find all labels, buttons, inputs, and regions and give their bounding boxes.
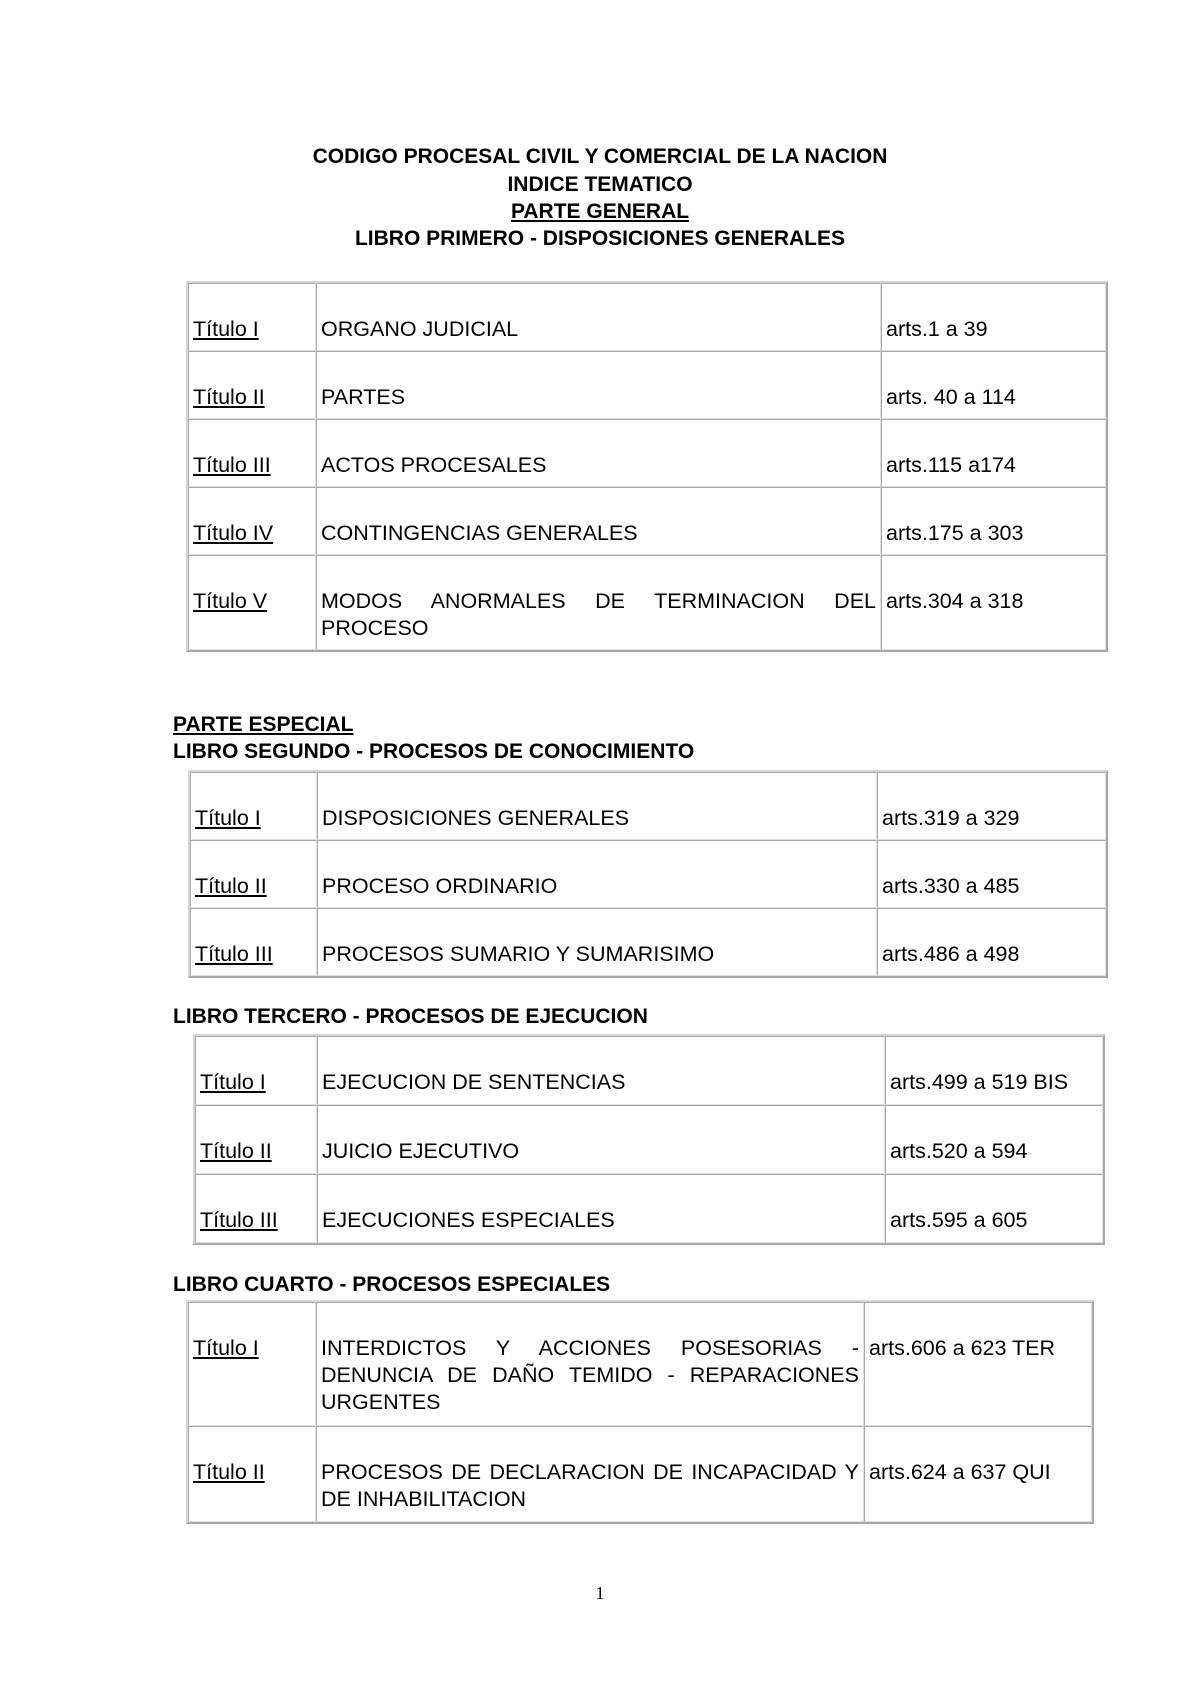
titulo-link[interactable]: Título III (195, 1174, 317, 1243)
titulo-description: PROCESOS DE DECLARACION DE INCAPACIDAD Y DE INHABILITACION (316, 1426, 864, 1522)
table-row (190, 840, 1106, 908)
parte-general-heading: PARTE GENERAL (510, 200, 690, 223)
titulo-description: PARTES (316, 351, 881, 419)
table-row (195, 1174, 1103, 1243)
article-range: arts.304 a 318 (881, 555, 1106, 650)
article-range: arts.606 a 623 TER (864, 1302, 1092, 1426)
article-range: arts.1 a 39 (881, 283, 1106, 351)
titulo-link[interactable]: Título II (190, 840, 317, 908)
titulo-description: JUICIO EJECUTIVO (317, 1105, 885, 1174)
titulo-link[interactable]: Título I (195, 1036, 317, 1105)
table-row (190, 772, 1106, 840)
titulo-description: EJECUCION DE SENTENCIAS (317, 1036, 885, 1105)
titulo-link[interactable]: Título V (188, 555, 316, 650)
parte-especial-heading: PARTE ESPECIAL (173, 713, 354, 736)
libro-cuarto-heading: LIBRO CUARTO - PROCESOS ESPECIALES (173, 1273, 611, 1296)
titulo-link[interactable]: Título III (190, 908, 317, 976)
table-row (195, 1105, 1103, 1174)
titulo-description: PROCESOS SUMARIO Y SUMARISIMO (317, 908, 877, 976)
article-range: arts.499 a 519 BIS (885, 1036, 1103, 1105)
table-row (188, 1426, 1092, 1522)
table-row (188, 487, 1106, 555)
libro-primero-table (186, 281, 1108, 652)
table-row (188, 555, 1106, 650)
article-range: arts.175 a 303 (881, 487, 1106, 555)
libro-cuarto-table (186, 1300, 1094, 1524)
titulo-description: MODOS ANORMALES DE TERMINACION DEL PROCESO (316, 555, 881, 650)
article-range: arts.330 a 485 (877, 840, 1106, 908)
table-row (188, 283, 1106, 351)
article-range: arts.115 a174 (881, 419, 1106, 487)
titulo-link[interactable]: Título II (188, 351, 316, 419)
article-range: arts.486 a 498 (877, 908, 1106, 976)
titulo-description: EJECUCIONES ESPECIALES (317, 1174, 885, 1243)
page-number: 1 (595, 1583, 605, 1603)
document-title: CODIGO PROCESAL CIVIL Y COMERCIAL DE LA NACION (312, 145, 888, 168)
article-range: arts. 40 a 114 (881, 351, 1106, 419)
table-row (190, 908, 1106, 976)
titulo-link[interactable]: Título I (188, 1302, 316, 1426)
libro-segundo-heading: LIBRO SEGUNDO - PROCESOS DE CONOCIMIENTO (173, 740, 695, 763)
titulo-description: ACTOS PROCESALES (316, 419, 881, 487)
table-row (195, 1036, 1103, 1105)
libro-primero-heading: LIBRO PRIMERO - DISPOSICIONES GENERALES (354, 227, 846, 250)
libro-tercero-table (193, 1034, 1105, 1245)
table-row (188, 419, 1106, 487)
titulo-link[interactable]: Título IV (188, 487, 316, 555)
titulo-link[interactable]: Título I (188, 283, 316, 351)
index-title: INDICE TEMATICO (507, 173, 693, 196)
article-range: arts.319 a 329 (877, 772, 1106, 840)
titulo-description: DISPOSICIONES GENERALES (317, 772, 877, 840)
titulo-description: ORGANO JUDICIAL (316, 283, 881, 351)
titulo-link[interactable]: Título II (188, 1426, 316, 1522)
libro-tercero-heading: LIBRO TERCERO - PROCESOS DE EJECUCION (173, 1005, 648, 1028)
titulo-description: CONTINGENCIAS GENERALES (316, 487, 881, 555)
titulo-link[interactable]: Título II (195, 1105, 317, 1174)
libro-segundo-table (188, 770, 1108, 978)
table-row (188, 1302, 1092, 1426)
titulo-description: INTERDICTOS Y ACCIONES POSESORIAS - DENUNCIA DE DAÑO TEMIDO - REPARACIONES URGENTES (316, 1302, 864, 1426)
titulo-description: PROCESO ORDINARIO (317, 840, 877, 908)
titulo-link[interactable]: Título I (190, 772, 317, 840)
table-row (188, 351, 1106, 419)
article-range: arts.520 a 594 (885, 1105, 1103, 1174)
article-range: arts.624 a 637 QUI (864, 1426, 1092, 1522)
titulo-link[interactable]: Título III (188, 419, 316, 487)
article-range: arts.595 a 605 (885, 1174, 1103, 1243)
